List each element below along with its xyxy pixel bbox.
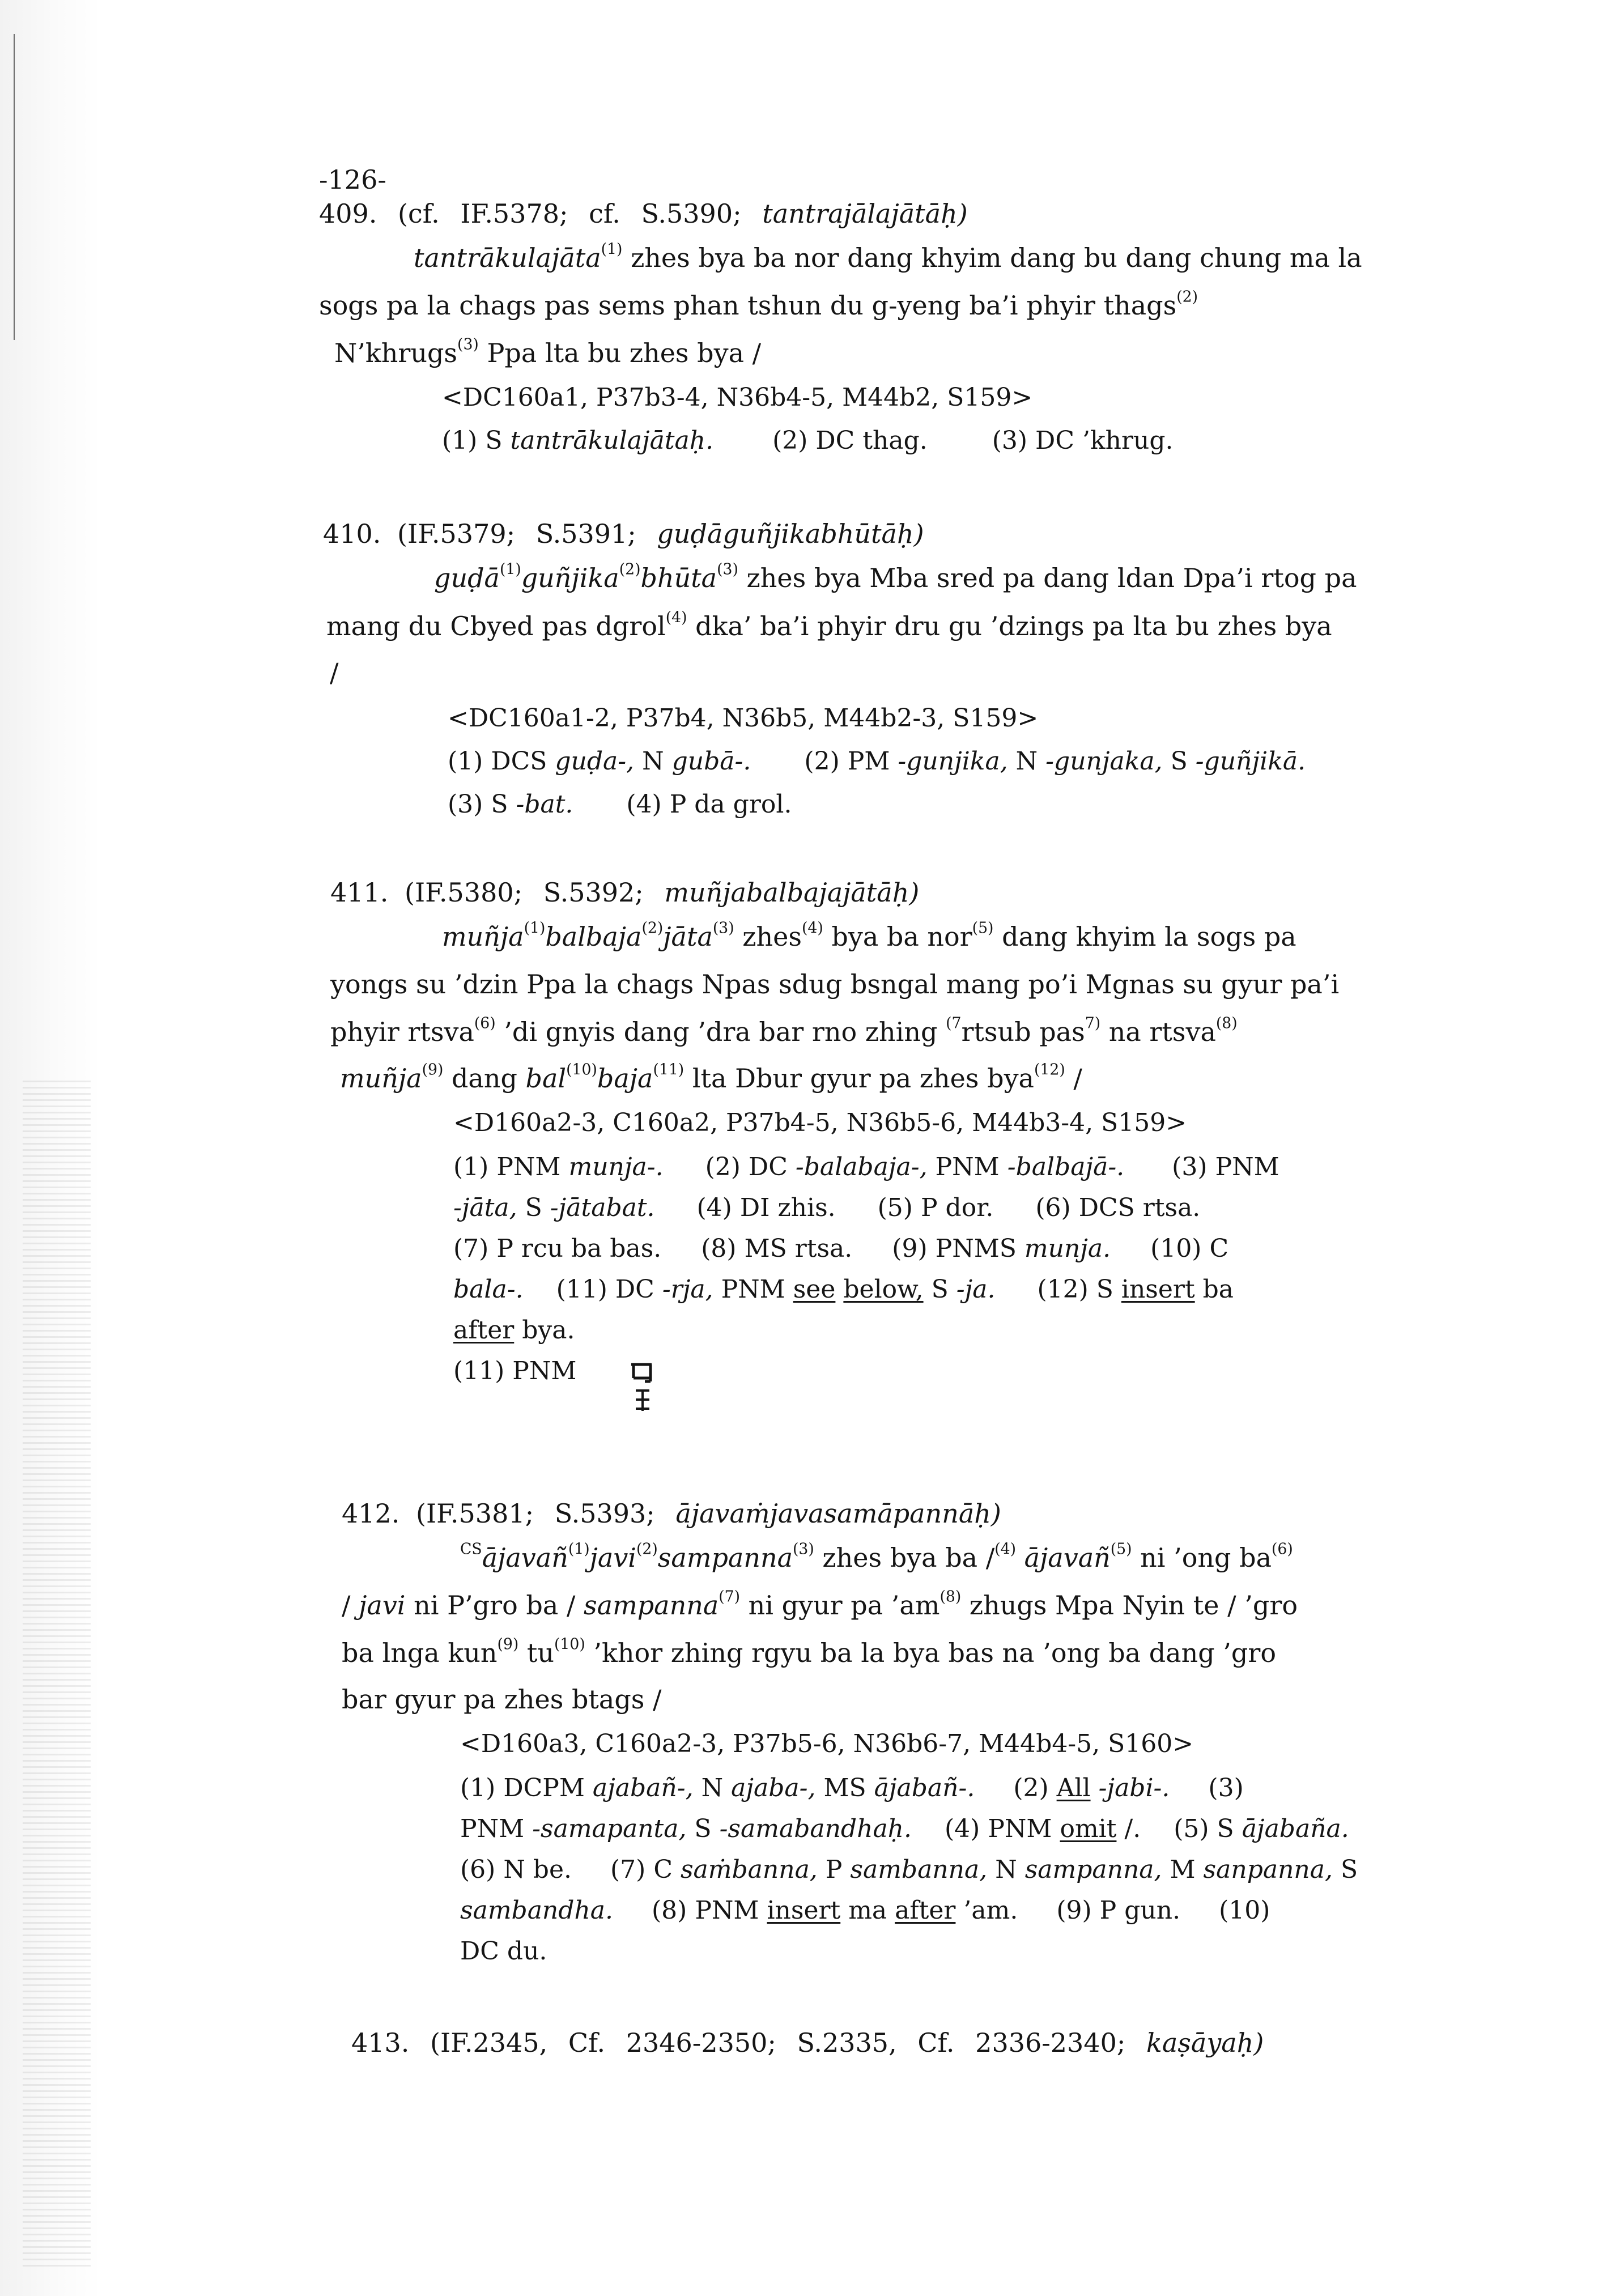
entry-number: 409. xyxy=(319,198,377,229)
body-line: guḍā$^{(1)}$guñjika$^{(2)}$bhūta$^{(3)}$ zhes bya Mba sred pa dang ldan Dpa’i rtog pa xyxy=(434,560,1357,593)
note-line: (1) S tantrākulajātaḥ. (2) DC thag. (3) DC ’khrug. xyxy=(442,426,1174,455)
entry-heading: 413. (IF.2345, Cf. 2346-2350; S.2335, Cf. 2336-2340; kaṣāyaḥ) xyxy=(351,2027,1264,2058)
body-line: sogs pa la chags pas sems phan tshun du g-yeng ba’i phyir thags$^{(2)}$ xyxy=(319,288,1198,321)
note-marker: (3) xyxy=(457,335,479,354)
body-line: muñja$^{(9)}$ dang bal$^{(10)}$baja$^{(11)}$ lta Dbur gyur pa zhes bya$^{(12)}$ / xyxy=(340,1061,1082,1094)
note-line: (1) DCS guḍa-, N gubā-. (2) PM -gunjika, N -gunjaka, S -guñjikā. xyxy=(448,747,1306,776)
entry-heading: 411. (IF.5380; S.5392; muñjabalbajajātāḥ) xyxy=(330,877,920,908)
sanskrit-term: guḍāguñjikabhūtāḥ) xyxy=(657,518,924,549)
body-line: ba lnga kun$^{(9)}$ $tu^{(10)}$ ’khor zhing rgyu ba la bya bas na ’ong ba dang ’gro xyxy=(342,1635,1277,1668)
note-line: (11) PNM xyxy=(453,1357,577,1385)
sanskrit-term: tantrajālajātāḥ) xyxy=(762,198,968,229)
body-line: bar gyur pa zhes btags / xyxy=(342,1684,662,1715)
sigla-line: <DC160a1-2, P37b4, N36b5, M44b2-3, S159> xyxy=(448,704,1039,733)
note-marker: (3) xyxy=(717,560,738,579)
page-number: -126- xyxy=(319,164,386,195)
sigla-line: <DC160a1, P37b3-4, N36b4-5, M44b2, S159> xyxy=(442,383,1033,412)
note-marker: (2) xyxy=(1176,288,1198,306)
scan-edge-line xyxy=(14,34,15,340)
entry-number: 412. xyxy=(342,1498,400,1529)
body-line: / javi ni P’gro ba / sampanna$^{(7)}$ ni gyur pa $’am^{(8)}$ zhugs Mpa Nyin te / ’gro xyxy=(342,1588,1298,1621)
sigla-line: <D160a2-3, C160a2, P37b4-5, N36b5-6, M44b3-4, S159> xyxy=(453,1108,1187,1137)
sigla-line: <D160a3, C160a2-3, P37b5-6, N36b6-7, M44b4-5, S160> xyxy=(460,1729,1194,1758)
entry-number: 410. xyxy=(323,518,381,549)
note-line: sambandha. (8) PNM insert ma after ’am. (9) P gun. (10) xyxy=(460,1896,1270,1925)
entry-heading: 409. (cf. IF.5378; cf. S.5390; tantrajālajātāḥ) xyxy=(319,198,968,229)
entry-number: 411. xyxy=(330,877,389,908)
body-line: yongs su ’dzin Ppa la chags Npas sdug bsngal mang po’i Mgnas su gyur pa’i xyxy=(330,969,1340,1000)
note-line: PNM -samapanta, S -samabandhaḥ. (4) PNM omit /. (5) S ājabaña. xyxy=(460,1814,1349,1843)
note-line: (7) P rcu ba bas. (8) MS rtsa. (9) PNMS munja. (10) C xyxy=(453,1234,1229,1263)
body-line: $^{CS}$ājavañ$^{(1)}$javi$^{(2)}$sampanna$^{(3)}$ zhes bya ba /$^{(4)}$ ājavañ$^{(5)}$ ni ’ong $ba^{(6)}$ xyxy=(460,1540,1293,1573)
note-marker: (2) xyxy=(619,560,641,579)
scan-edge-noise xyxy=(23,1077,91,2267)
entry-number: 413. xyxy=(351,2027,410,2058)
body-line: N’khrugs$^{(3)}$ Ppa lta bu zhes bya / xyxy=(334,335,762,368)
note-line: (1) DCPM ajabañ-, N ajaba-, MS ājabañ-. (2) All -jabi-. (3) xyxy=(460,1774,1244,1802)
tibetan-glyph xyxy=(628,1359,656,1415)
sanskrit-term: kaṣāyaḥ) xyxy=(1146,2027,1264,2058)
sanskrit-term: ājavaṁjavasamāpannāḥ) xyxy=(675,1498,1001,1529)
body-line: phyir rtsva$^{(6)}$ ’di gnyis dang ’dra bar rno zhing $^{(7}$rtsub pas$^{7)}$ na rtsva$^{(8)}$ xyxy=(330,1014,1238,1047)
entry-heading: 410. (IF.5379; S.5391; guḍāguñjikabhūtāḥ) xyxy=(323,518,924,549)
note-line: bala-. (11) DC -rja, PNM see below, S -ja. (12) S insert ba xyxy=(453,1275,1234,1304)
body-line: / xyxy=(330,657,339,688)
note-marker: (4) xyxy=(665,609,687,627)
sanskrit-term: muñjabalbajajātāḥ) xyxy=(664,877,920,908)
body-line: tantrākulajāta$^{(1)}$ zhes bya ba nor dang khyim dang bu dang chung ma la xyxy=(414,240,1362,273)
note-marker: (1) xyxy=(499,560,521,579)
note-line: DC du. xyxy=(460,1937,547,1966)
body-line: muñja$^{(1)}$balbaja$^{(2)}$jāta$^{(3)}$ zhes$^{(4)}$ bya ba nor$^{(5)}$ dang khyim la sogs pa xyxy=(442,919,1296,952)
note-line: (1) PNM munja-. (2) DC -balabaja-, PNM -balbajā-. (3) PNM xyxy=(453,1153,1279,1181)
note-line: (3) S -bat. (4) P da grol. xyxy=(448,790,792,819)
body-line: mang du Cbyed pas dgrol$^{(4)}$ dka’ ba’i phyir dru gu ’dzings pa lta bu zhes bya xyxy=(326,609,1332,641)
note-line: after bya. xyxy=(453,1316,575,1345)
note-line: -jāta, S -jātabat. (4) DI zhis. (5) P dor. (6) DCS rtsa. xyxy=(453,1193,1201,1222)
entry-heading: 412. (IF.5381; S.5393; ājavaṁjavasamāpannāḥ) xyxy=(342,1498,1001,1529)
note-line: (6) N be. (7) C saṁbanna, P sambanna, N sampanna, M sanpanna, S xyxy=(460,1855,1358,1884)
note-marker: (1) xyxy=(601,240,623,258)
